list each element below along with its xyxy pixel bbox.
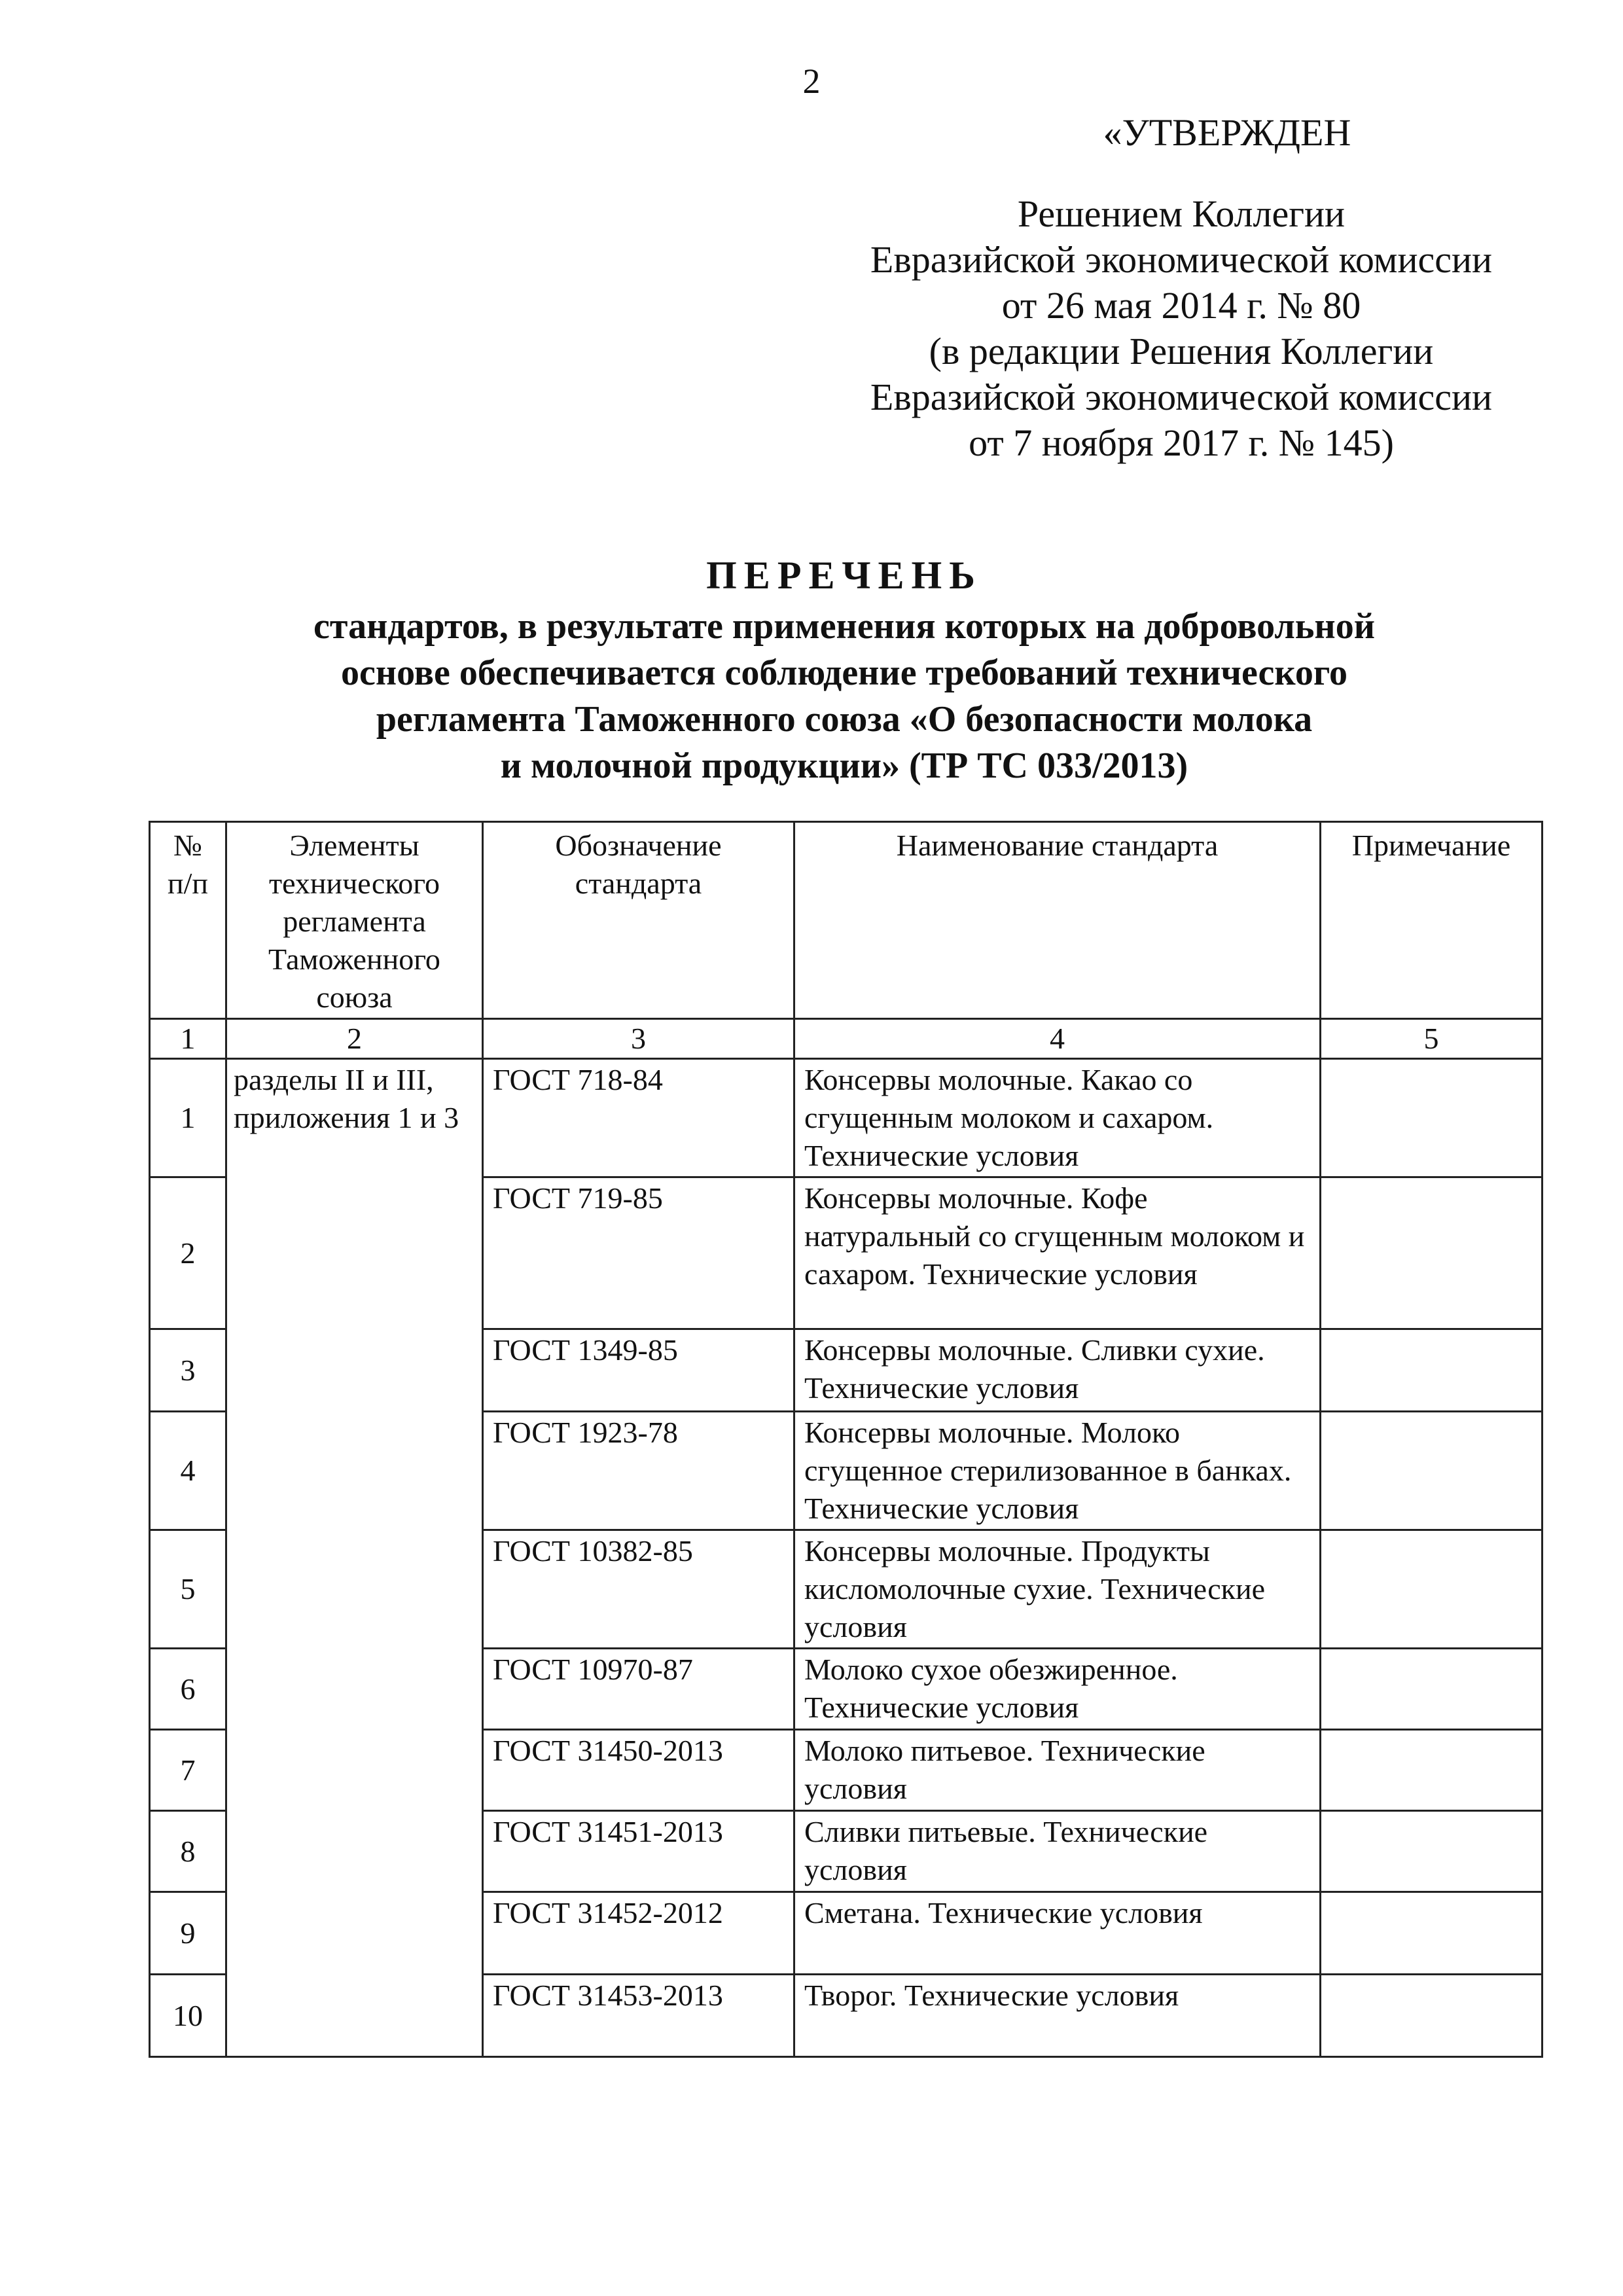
row-number: 8: [150, 1811, 226, 1892]
header-num: № п/п: [150, 822, 226, 1019]
heading-line: регламента Таможенного союза «О безопасности молока: [376, 699, 1313, 740]
header-note: Примечание: [1321, 822, 1543, 1019]
standard-designation: ГОСТ 10382-85: [483, 1530, 794, 1649]
standard-name: Консервы молочные. Кофе натуральный со сгущенным молоком и сахаром. Технические условия: [794, 1177, 1321, 1329]
standard-note: [1321, 1975, 1543, 2057]
standard-designation: ГОСТ 31452-2012: [483, 1892, 794, 1975]
heading-line: стандартов, в результате применения которых на добровольной: [313, 606, 1375, 647]
page-number: 2: [802, 62, 821, 101]
row-number: 9: [150, 1892, 226, 1975]
column-number-row: [150, 1019, 1543, 1059]
header-elements: Элементы технического регламента Таможенного союза: [226, 822, 483, 1019]
approval-line: Евразийской экономической комиссии: [870, 238, 1493, 281]
column-number: 2: [226, 1019, 483, 1059]
column-number: 1: [150, 1019, 226, 1059]
standard-note: [1321, 1059, 1543, 1177]
standard-note: [1321, 1892, 1543, 1975]
standard-designation: ГОСТ 1349-85: [483, 1329, 794, 1412]
document-heading: [151, 551, 1538, 789]
approval-line: Евразийской экономической комиссии: [870, 376, 1493, 418]
row-number: 1: [150, 1059, 226, 1177]
standard-name: Консервы молочные. Сливки сухие. Технические условия: [794, 1329, 1321, 1412]
approval-title: «УТВЕРЖДЕН: [1103, 111, 1351, 154]
standard-note: [1321, 1412, 1543, 1530]
standard-designation: ГОСТ 31450-2013: [483, 1730, 794, 1811]
row-number: 3: [150, 1329, 226, 1412]
standard-note: [1321, 1177, 1543, 1329]
row-number: 4: [150, 1412, 226, 1530]
standard-note: [1321, 1530, 1543, 1649]
standard-name: Сметана. Технические условия: [794, 1892, 1321, 1975]
heading-title: ПЕРЕЧЕНЬ: [706, 554, 982, 597]
standard-designation: ГОСТ 1923-78: [483, 1412, 794, 1530]
column-number: 3: [483, 1019, 794, 1059]
standard-name: Консервы молочные. Какао со сгущенным молоком и сахаром. Технические условия: [794, 1059, 1321, 1177]
standard-name: Молоко сухое обезжиренное. Технические условия: [794, 1649, 1321, 1730]
row-number: 7: [150, 1730, 226, 1811]
standard-name: Консервы молочные. Молоко сгущенное стерилизованное в банках. Технические условия: [794, 1412, 1321, 1530]
row-number: 5: [150, 1530, 226, 1649]
standard-designation: ГОСТ 10970-87: [483, 1649, 794, 1730]
standard-note: [1321, 1329, 1543, 1412]
standard-note: [1321, 1811, 1543, 1892]
standard-designation: ГОСТ 719-85: [483, 1177, 794, 1329]
row-number: 10: [150, 1975, 226, 2057]
standard-note: [1321, 1649, 1543, 1730]
heading-line: и молочной продукции» (ТР ТС 033/2013): [500, 745, 1188, 786]
standard-designation: ГОСТ 31453-2013: [483, 1975, 794, 2057]
table-header-row: [150, 822, 1543, 1019]
header-designation: Обозначение стандарта: [483, 822, 794, 1019]
table-row: [150, 1059, 1543, 1177]
heading-line: основе обеспечивается соблюдение требований технического: [341, 653, 1347, 693]
standard-name: Сливки питьевые. Технические условия: [794, 1811, 1321, 1892]
column-number: 4: [794, 1019, 1321, 1059]
standard-name: Творог. Технические условия: [794, 1975, 1321, 2057]
standard-name: Молоко питьевое. Технические условия: [794, 1730, 1321, 1811]
approval-line: от 7 ноября 2017 г. № 145): [969, 422, 1394, 464]
standard-designation: ГОСТ 31451-2013: [483, 1811, 794, 1892]
standard-name: Консервы молочные. Продукты кисломолочные сухие. Технические условия: [794, 1530, 1321, 1649]
column-number: 5: [1321, 1019, 1543, 1059]
approval-line: Решением Коллегии: [1017, 192, 1346, 235]
approval-line: (в редакции Решения Коллегии: [929, 330, 1434, 372]
row-number: 2: [150, 1177, 226, 1329]
approval-line: от 26 мая 2014 г. № 80: [1001, 284, 1361, 327]
standard-note: [1321, 1730, 1543, 1811]
standard-designation: ГОСТ 718-84: [483, 1059, 794, 1177]
row-number: 6: [150, 1649, 226, 1730]
approval-block: [805, 110, 1558, 466]
regulation-elements-cell: разделы II и III, приложения 1 и 3: [226, 1059, 483, 2057]
header-name: Наименование стандарта: [794, 822, 1321, 1019]
standards-table: [149, 821, 1543, 2058]
